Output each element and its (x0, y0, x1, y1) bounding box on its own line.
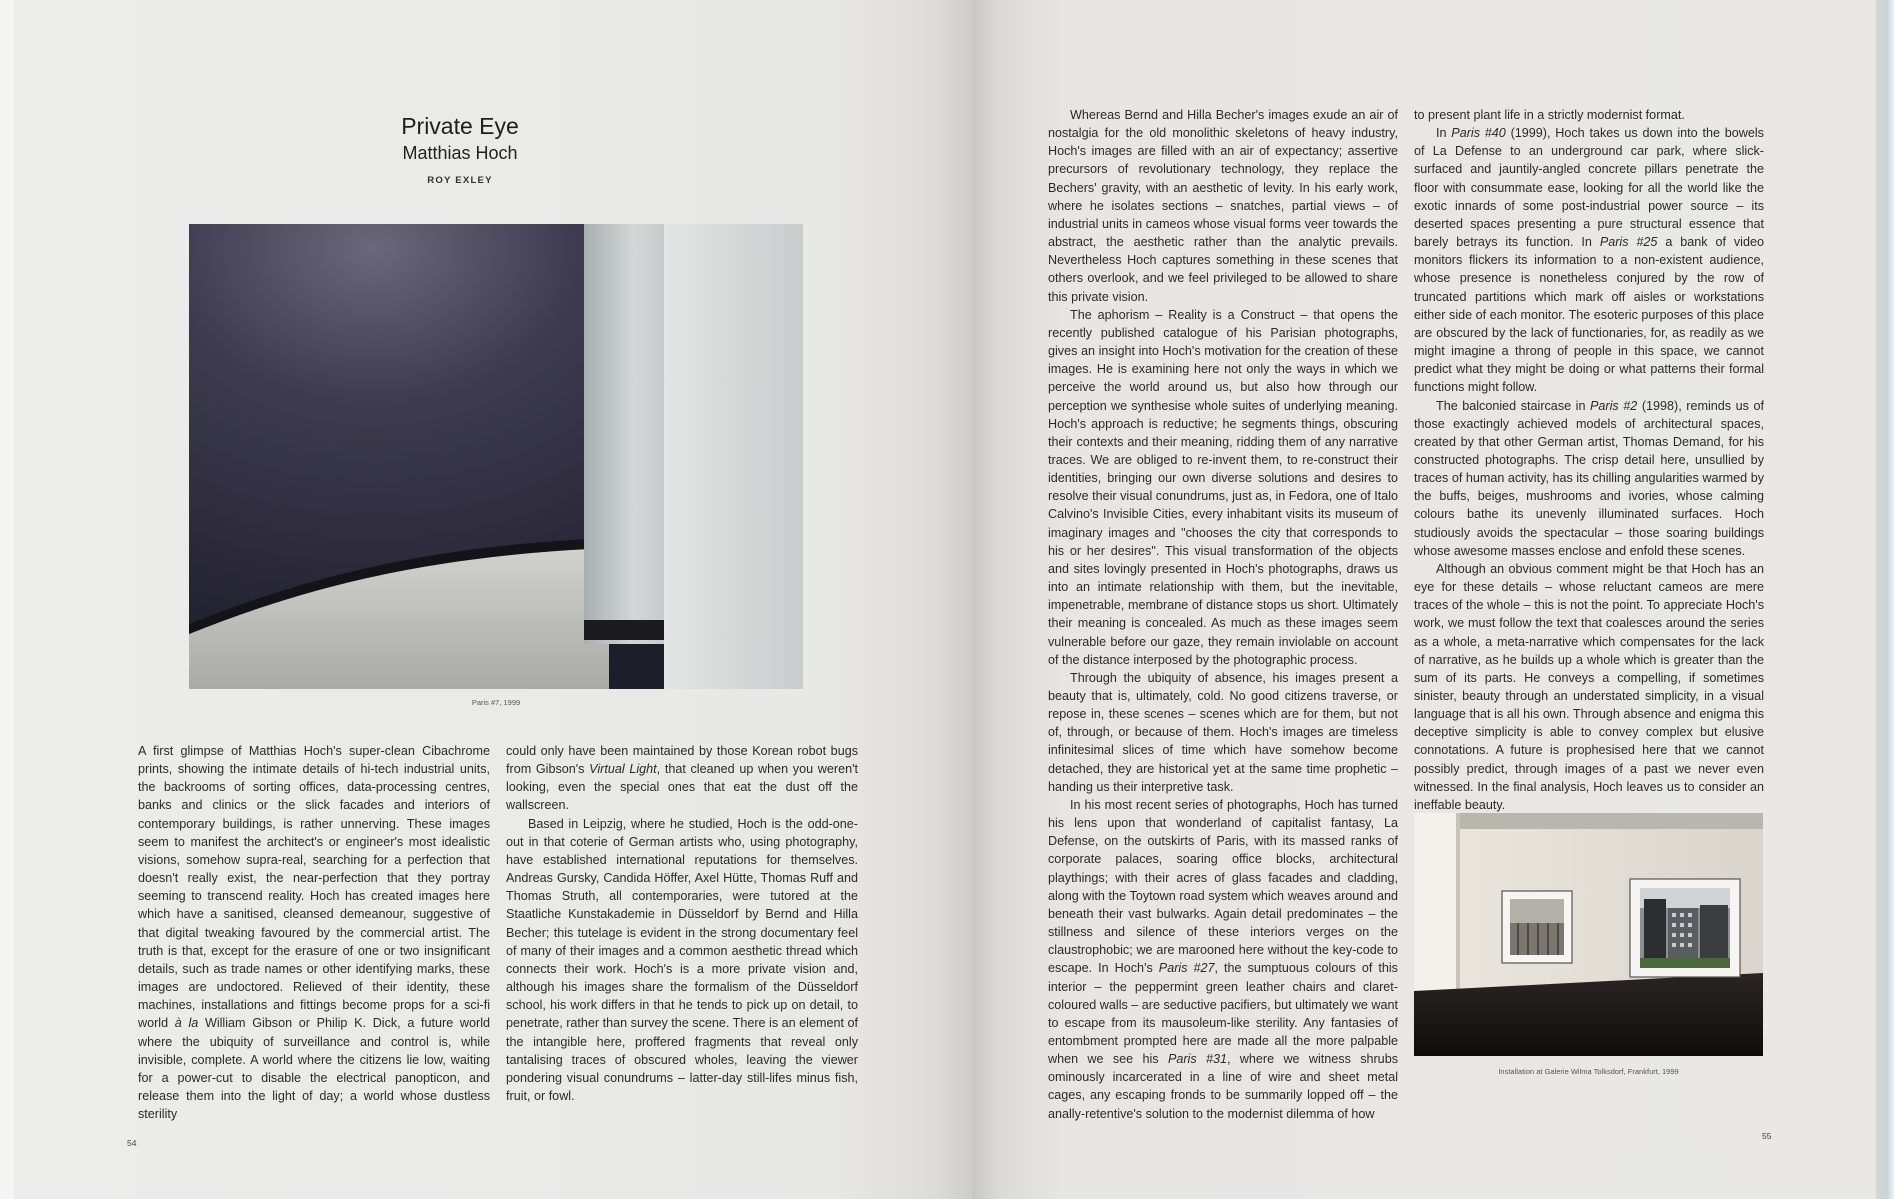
paragraph: Whereas Bernd and Hilla Becher's images exude an air of nostalgia for the old monolithic skeletons of heavy industry, Hoch's images are filled with an air of expectancy; assertive precursors of revolutionary technology, they replace the Bechers' gravity, with an aesthetic of levity. In his early work, where he isolates sections – snatches, partial views – of industrial units in cameos whose visual forms veer towards the abstract, the aesthetic rather than the analytic prevails. Nevertheless Hoch captures something in these scenes that others overlook, and we feel privileged to be allowed to share this private vision. (1048, 108, 1398, 304)
text-run: William Gibson or Philip K. Dick, a future world where the ubiquity of surveillance and control is, while invisible, complete. A world where the citizens lie low, waiting for a power-cut to disable the electrical panopticon, and release them into the light of day; a world whose dustless sterility (138, 1016, 491, 1122)
italic-text: Paris #31 (1167, 1052, 1227, 1067)
paragraph (1048, 796, 1398, 1123)
paragraph: to present plant life in a strictly modernist format. (1414, 108, 1685, 122)
italic-text: Paris #2 (1590, 398, 1638, 413)
text-run: , the sumptuous colours of this interior – the peppermint green leather chairs and claret-coloured walls – are seductive pacifiers, but ultimately we want to escape from its mausoleum-like sterility. Any fantasies of entombment prompted here are made all the more palpable when we see his (1048, 961, 1398, 1067)
text-run: , where we witness shrubs ominously incarcerated in a line of wire and sheet metal cages, any escaping fronds to be summarily lopped off – the anally-retentive's solution to the modernist dilemma of how (1048, 1052, 1398, 1121)
photo-installation (1414, 813, 1763, 1056)
text-run: The balconied staircase in (1436, 398, 1591, 413)
text-run: In (1436, 126, 1452, 141)
photo-paris-7 (189, 224, 803, 689)
paragraph: Based in Leipzig, where he studied, Hoch is the odd-one-out in that coterie of German artists who, using photography, have established international reputations for themselves. Andreas Gursky, Candida Höffer, Axel Hütte, Thomas Ruff and Thomas Struth, all contemporaries, were tutored at the Staatliche Kunstakademie in Düsseldorf by Bernd and Hilla Becher; this tutelage is evident in the strong documentary feel of many of their images and a common aesthetic thread which connects their work. Hoch's is a more private vision and, although his images share the formalism of the Düsseldorf school, his work differs in that he tends to pick up on detail, to penetrate, rather than survey the scene. There is an element of the intangible here, proffered fragments that reveal only tantalising traces of obscured wholes, leaving the viewer pondering visual conundrums – latter-day still-lifes minus fish, fruit, or fowl. (506, 816, 858, 1103)
paragraph: The aphorism – Reality is a Construct – that opens the recently published catalogue of his Parisian photographs, gives an insight into Hoch's motivation for the creation of these images. He is examining here not only the ways in which we perceive the world around us, but also how through our perception we synthesise whole suites of underlying meaning. Hoch's approach is reductive; he segments things, obscuring their contexts and their meaning, ridding them of any narrative traces. We are obliged to re-invent them, to re-construct their identities, bringing our own diverse solutions and desires to resolve their visual conundrums, just as, in Fedora, one of Italo Calvino's Invisible Cities, every inhabitant visits its museum of imaginary images and "chooses the city that corresponds to his or her desires". This visual transformation of the objects and sites lovingly presented in Hoch's photographs, draws us into an intimate relationship with them, but the inevitable, impenetrable, membrane of distance stops us short. Ultimately their meaning is concealed. As much as these images seem vulnerable before our gaze, they remain inviolable on account of the distance interposed by the photographic process. (1048, 307, 1399, 667)
paragraph (506, 742, 858, 815)
text-run: (1999), Hoch takes us down into the bowels of La Defense to an underground car park, where slick-surfaced and jauntily-angled concrete pillars penetrate the floor with consummate ease, looking for all the world like the exotic innards of some post-industrial power source – its deserted spaces presenting a pure structural essence that barely betrays its function. In (1414, 126, 1764, 250)
page-edge (1876, 0, 1894, 1199)
photo-caption: Paris #7, 1999 (471, 698, 521, 707)
text-column-3 (1048, 106, 1398, 1123)
paragraph: Through the ubiquity of absence, his images present a beauty that is, ultimately, cold. No good citizens traverse, or repose in, these scenes – scenes which are for them, but not of, through, or because of them. Hoch's images are timeless infinitesimal slices of time which have somehow become detached, they are historical yet at the same time prophetic – handing us their interpretive task. (1048, 670, 1398, 794)
text-run: In his most recent series of photographs, Hoch has turned his lens upon that wonderland of capitalist fantasy, La Defense, on the outskirts of Paris, with its massed ranks of corporate palaces, soaring office blocks, architectural playthings; with their acres of glass facades and cladding, along with the Toytown road system which weaves around and beneath their vast bulwarks. Again detail predominates – the stillness and silence of these interiors verges on the claustrophobic; we are marooned here without the key-code to escape. In Hoch's (1048, 797, 1398, 976)
paragraph (1414, 124, 1764, 396)
italic-text: Virtual Light (589, 762, 657, 777)
page-number-right: 55 (1762, 1131, 1772, 1141)
photo-installation-image (1414, 813, 1763, 1056)
text-run: A first glimpse of Matthias Hoch's super-clean Cibachrome prints, showing the intimate details of hi-tech industrial units, the backrooms of sorting offices, data-processing centres, banks and clinics or the slick facades and interiors of contemporary buildings, is rather unnerving. These images seem to manifest the architect's or engineer's most idealistic visions, somehow supra-real, searching for a perfection that doesn't really exist, the near-perfection that they portray seeming to transcend reality. Hoch has created images here which have a sanitised, cleansed demeanour, suggestive of that digital tweaking favoured by the commercial artist. The truth is that, except for the erasure of one or two insignificant details, such as trade names or other identifying marks, these images are undoctored. Relieved of their identity, these machines, installations and fittings become props for a sci-fi world (138, 744, 490, 1031)
article-header (180, 112, 740, 186)
text-run: (1998), reminds us of those exactingly achieved models of architectural spaces, created by that other German artist, Thomas Demand, for his constructed photographs. The crisp detail here, unsullied by traces of human activity, has its chilling angularities warmed by the buffs, beiges, mushrooms and ivories, whose calming colours bathe its unevenly illuminated surfaces. Hoch studiously avoids the spectacular – those soaring buildings whose awesome masses enclose and enfold these scenes. (1414, 398, 1765, 558)
text-run: a bank of video monitors flickers its information to a non-existent audience, whose presence is nonetheless conjured by the row of truncated partitions which mark off aisles or workstations either side of each monitor. The esoteric purposes of this place are obscured by the lack of functionaries, for, as readily as we might imagine a throng of people in this space, we cannot predict what they might be doing or what patterns their formal functions might follow. (1414, 235, 1764, 395)
text-run: , that cleaned up when you weren't looking, even the special ones that eat the dust off the wallscreen. (506, 762, 858, 813)
text-column-4 (1414, 106, 1764, 814)
text-column-1 (138, 742, 490, 1123)
photo-paris-7-image (189, 224, 803, 689)
italic-text: Paris #40 (1451, 126, 1506, 141)
article-subtitle: Matthias Hoch (402, 143, 518, 163)
article-author: ROY EXLEY (427, 175, 493, 186)
text-column-2 (506, 742, 858, 1105)
paragraph (1414, 397, 1764, 560)
italic-text: à la (174, 1016, 199, 1031)
text-run: could only have been maintained by those Korean robot bugs from Gibson's (506, 744, 858, 777)
paragraph (138, 742, 490, 1123)
italic-text: Paris #27 (1158, 961, 1215, 976)
article-title: Private Eye (401, 113, 519, 139)
page-number-left: 54 (127, 1138, 137, 1148)
italic-text: Paris #25 (1599, 235, 1658, 250)
photo-caption: Installation at Galerie Wilma Tolksdorf, Frankfurt, 1999 (1498, 1067, 1679, 1076)
paragraph: Although an obvious comment might be that Hoch has an eye for these details – whose reluctant cameos are mere traces of the whole – this is not the point. To appreciate Hoch's work, we must follow the text that coalesces around the series as a whole, a meta-narrative which compensates for the lack of narrative, as he builds up a whole which is greater than the sum of its parts. He conveys a compelling, if sometimes sinister, beauty through an understated simplicity, in a visual language that is all his own. Through absence and enigma this deceptive simplicity is able to convey complex but elusive connotations. A future is prophesised here that we cannot possibly predict, through images of a past we never even witnessed. In the final analysis, Hoch leaves us to consider an ineffable beauty. (1414, 561, 1764, 812)
